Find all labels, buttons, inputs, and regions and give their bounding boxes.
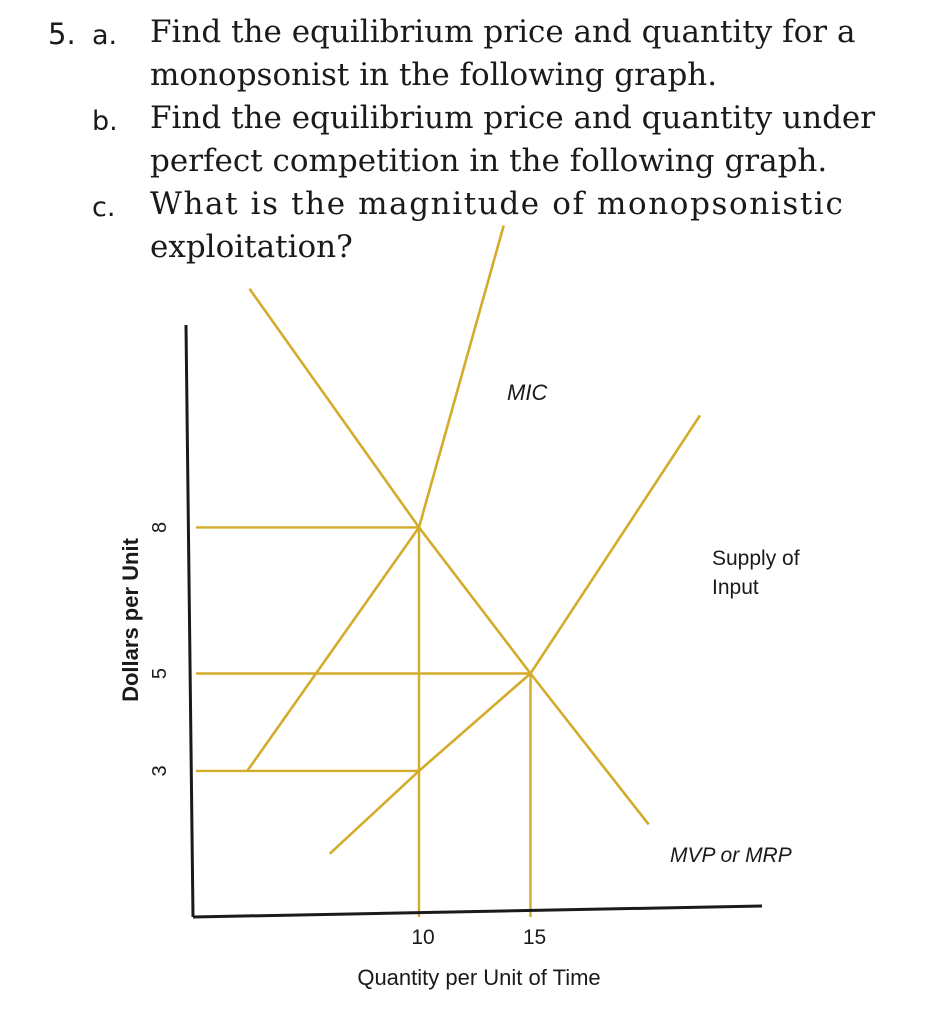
mic-curve xyxy=(247,225,503,770)
mic-label: MIC xyxy=(507,380,548,405)
y-axis-label: Dollars per Unit xyxy=(118,538,143,702)
part-b-line-1: Find the equilibrium price and quantity under xyxy=(150,100,876,136)
supply-label-line-1: Supply of xyxy=(712,547,800,570)
y-tick-labels xyxy=(149,522,171,777)
part-b-line-2: perfect competition in the following graph. xyxy=(150,143,828,179)
x-axis xyxy=(193,906,762,917)
y-tick-3: 3 xyxy=(149,765,171,777)
y-tick-8: 8 xyxy=(149,521,171,533)
part-a-line-2: monopsonist in the following graph. xyxy=(150,57,718,93)
curves xyxy=(247,225,700,853)
x-tick-10: 10 xyxy=(411,926,435,949)
guide-lines xyxy=(196,527,531,917)
x-tick-labels xyxy=(411,926,546,949)
x-axis-label: Quantity per Unit of Time xyxy=(357,965,601,990)
part-c-letter: c. xyxy=(92,192,116,223)
part-c-line-2: exploitation? xyxy=(150,229,353,265)
problem-number: 5. xyxy=(48,17,76,51)
part-c-line-1: What is the magnitude of monopsonistic xyxy=(150,186,845,222)
y-tick-5: 5 xyxy=(149,667,171,680)
x-tick-15: 15 xyxy=(522,926,547,949)
part-b-letter: b. xyxy=(92,106,118,137)
y-axis xyxy=(186,325,193,917)
mvp-label: MVP or MRP xyxy=(670,844,792,867)
part-a-line-1: Find the equilibrium price and quantity for a xyxy=(150,14,856,50)
part-a-letter: a. xyxy=(92,20,118,51)
supply-label-line-2: Input xyxy=(712,576,759,599)
